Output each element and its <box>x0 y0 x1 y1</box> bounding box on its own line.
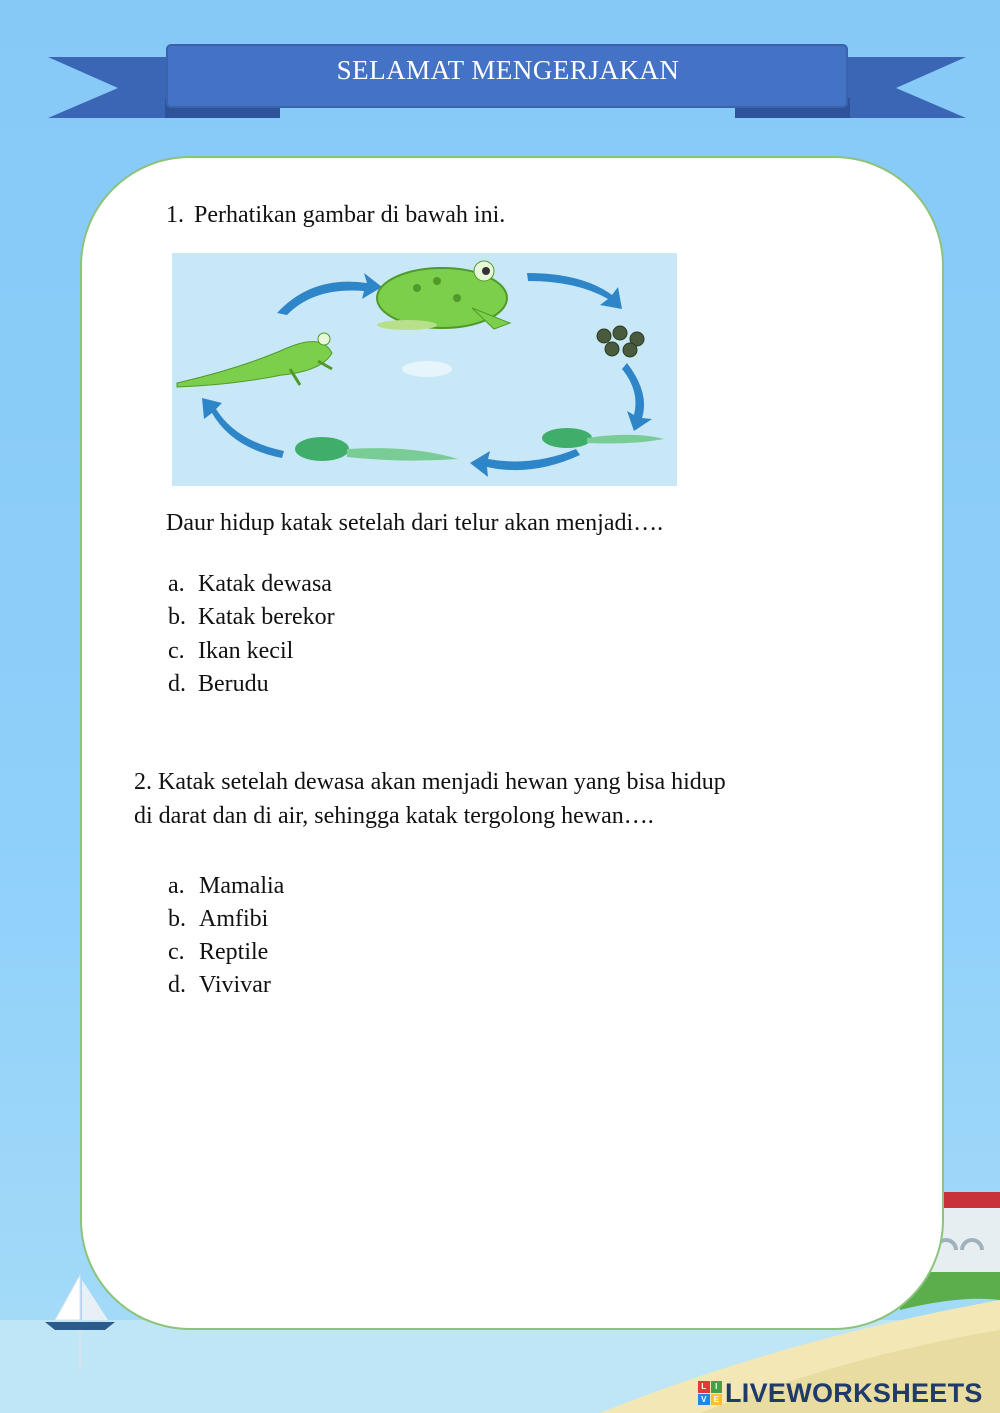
option-letter: d. <box>168 972 186 998</box>
logo-letter: L <box>698 1381 710 1393</box>
liveworksheets-icon <box>698 1381 722 1405</box>
option-letter: a. <box>168 873 185 899</box>
liveworksheets-logo[interactable] <box>698 1376 983 1410</box>
option-text[interactable]: Mamalia <box>199 873 285 899</box>
option-text[interactable]: Katak berekor <box>198 604 335 630</box>
liveworksheets-brand: LIVEWORKSHEETS <box>725 1377 983 1408</box>
option-text[interactable]: Amfibi <box>199 906 269 932</box>
logo-letter: I <box>711 1381 723 1393</box>
option-text[interactable]: Reptile <box>199 939 269 965</box>
option-letter: d. <box>168 671 186 697</box>
option-text[interactable]: Vivivar <box>199 972 271 998</box>
ribbon-right-tail <box>846 57 966 118</box>
banner-title: SELAMAT MENGERJAKAN <box>336 55 680 85</box>
logo-letter: E <box>711 1394 723 1406</box>
question2-line1: 2. Katak setelah dewasa akan menjadi hewan yang bisa hidup <box>134 769 726 795</box>
ribbon-left-tail <box>48 57 170 118</box>
frog-life-cycle-figure <box>172 253 677 486</box>
option-text[interactable]: Berudu <box>198 671 269 697</box>
option-letter: b. <box>168 906 186 932</box>
option-letter: c. <box>168 939 185 965</box>
option-text[interactable]: Ikan kecil <box>198 638 294 664</box>
option-letter: a. <box>168 571 185 597</box>
option-letter: c. <box>168 638 185 664</box>
question1-instruction: Perhatikan gambar di bawah ini. <box>194 202 506 228</box>
option-letter: b. <box>168 604 186 630</box>
option-text[interactable]: Katak dewasa <box>198 571 332 597</box>
logo-letter: V <box>698 1394 710 1406</box>
question1-prompt: Daur hidup katak setelah dari telur akan menjadi…. <box>166 510 664 536</box>
question2-line2: di darat dan di air, sehingga katak tergolong hewan…. <box>134 803 654 829</box>
sailboat-icon <box>55 1275 80 1320</box>
question1-number: 1. <box>166 202 184 228</box>
